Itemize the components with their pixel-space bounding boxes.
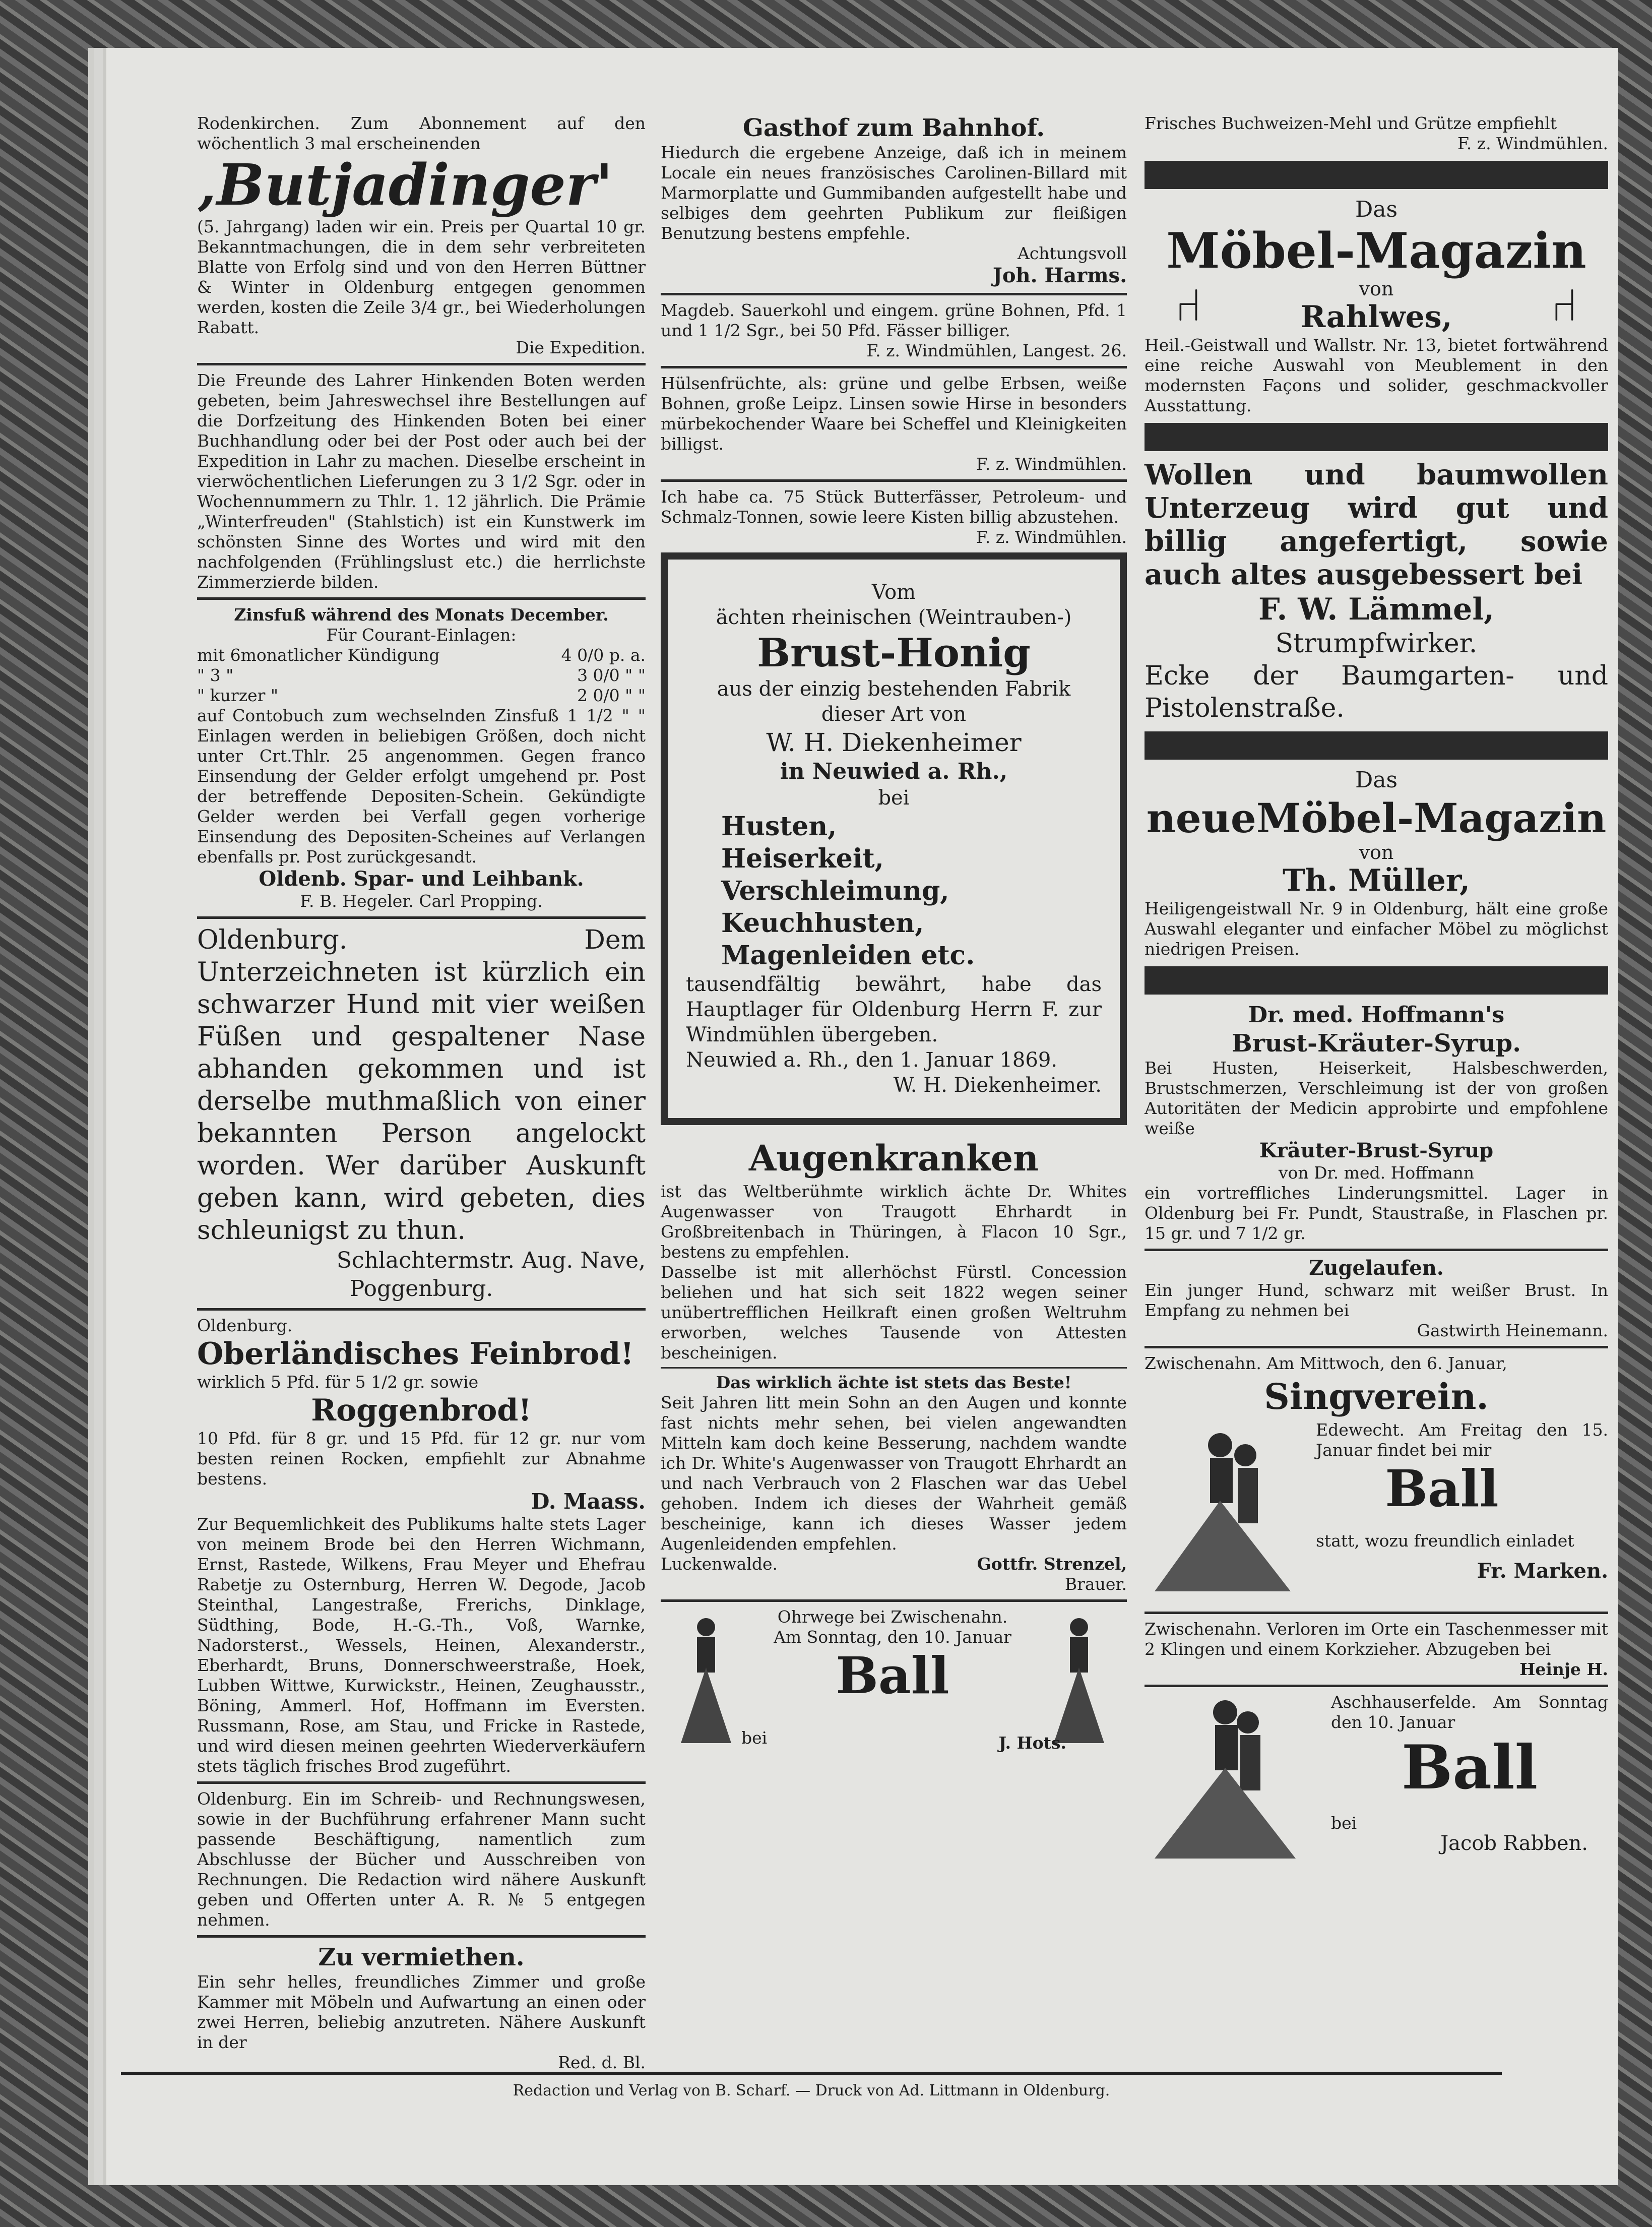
huelsen-text: Hülsenfrüchte, als: grüne und gelbe Erbsen, weiße Bohnen, große Leipz. Linsen sowie Hirse in besonders mürbekochender Waare bei Scheffel und Kleinigkeiten billigst.	[661, 374, 1127, 454]
zug-title: Zugelaufen.	[1309, 1256, 1444, 1280]
imprint-footer	[121, 2072, 1502, 2099]
augen-p3: Seit Jahren litt mein Sohn an den Augen und konnte fast nichts mehr sehen, bei vielen angewandten Mitteln kam doch keine Besserung, nachdem wandte ich Dr. White's Augenwasser von Traugott Ehrhardt an und nach Verbrauch von 2 Flaschen war das Uebel gehoben. Indem ich dieses der Wahrheit gemäß bescheinige, kann ich dieses Wasser jedem Augenleidenden empfehlen.	[661, 1393, 1127, 1554]
divider	[661, 366, 1127, 368]
zins-row: " 3 " 3 0/0 " "	[197, 665, 646, 685]
rent-sign: Red. d. Bl.	[558, 2053, 646, 2072]
box-ill: Husten,	[721, 811, 837, 842]
divider	[1145, 1612, 1608, 1614]
dancing-couple-icon	[1044, 1612, 1114, 1753]
ball-title: Ball	[836, 1646, 949, 1705]
nm-title: neueMöbel-Magazin	[1146, 794, 1607, 842]
divider	[1145, 1249, 1608, 1251]
mm-title: Möbel-Magazin	[1166, 222, 1586, 279]
hinkend-text: Die Freunde des Lahrer Hinkenden Boten werden gebeten, beim Jahreswechsel ihre Bestellungen auf die Dorfzeitung des Hinkenden Boten bei einer Buchhandlung oder bei der Post oder auch bei der Expedition in Lahr zu machen. Dieselbe erscheint in vierwöchentlichen Lieferungen zu 3 1/2 Sgr. oder in Wochennummern zu Thlr. 1. 12 jährlich. Die Prämie „Winterfreuden" (Stahlstich) ist ein Kunstwerk im schönsten Sinne des Wortes und wird mit den nachfolgenden (Frühlingslust etc.) die herrlichste Zimmerzierde bilden.	[197, 370, 646, 592]
box-sign: W. H. Diekenheimer.	[893, 1074, 1102, 1097]
brod-body: Zur Bequemlichkeit des Publikums halte stets Lager von meinem Brode bei den Herren Wichmann, Ernst, Rastede, Wilkens, Frau Meyer und Ehefrau Rabetje zu Osternburg, Herren W. Degode, Jacob Steinthal, Langestraße, Frerichs, Dinklage, Südthing, Bode, H.-G.-Th., Voß, Warnke, Nadorsterst., Wessels, Heinen, Alexanderstr., Eberhardt, Bruns, Donnerschweerstraße, Hoek, Lubben Wittwe, Kurwickstr., Heinen, Zeughausstr., Böning, Ammerl. Hof, Hoffmann im Eversten. Russmann, Rose, am Stau, und Fricke in Rastede, und wird diesen meinen geehrten Wiederverkäufern stets täglich frisches Brod zugeführt.	[197, 1514, 646, 1776]
box-body: tausendfältig bewährt, habe das Hauptlager für Oldenburg Herrn F. zur Windmühlen übergeben.	[686, 973, 1102, 1046]
column-right	[1145, 113, 1608, 1874]
dog-lost-text: Oldenburg. Dem Unterzeichneten ist kürzlich ein schwarzer Hund mit vier weißen Füßen und gespaltener Nase abhanden gekommen und ist derselbe muthmaßlich von einer bekannten Person angelockt worden. Wer darüber Auskunft geben kann, wird gebeten, dies schleunigst zu thun.	[197, 925, 646, 1246]
bank-names: F. B. Hegeler. Carl Propping.	[300, 891, 543, 911]
roggen-sign: D. Maass.	[531, 1489, 646, 1514]
black-bar	[1145, 423, 1608, 451]
nm-name: Th. Müller,	[1283, 863, 1470, 898]
box-ill: Heiserkeit,	[721, 843, 884, 874]
divider	[197, 1781, 646, 1784]
asch-host: Jacob Rabben.	[1440, 1832, 1588, 1855]
ede-after: statt, wozu freundlich einladet	[1316, 1531, 1574, 1551]
bank-name: Oldenb. Spar- und Leihbank.	[259, 867, 584, 891]
divider	[197, 363, 646, 365]
woll-addr: Ecke der Baumgarten- und Pistolenstraße.	[1145, 661, 1608, 723]
chair-icon: ⑁	[1551, 279, 1578, 332]
ball-bei: bei	[741, 1728, 768, 1748]
butjadinger-body: (5. Jahrgang) laden wir ein. Preis per Quartal 10 gr. Bekanntmachungen, die in dem sehr verbreiteten Blatte von Erfolg sind und von den Herren Büttner & Winter in Oldenburg entgegen genommen werden, kosten die Zeile 3/4 gr., bei Wiederholungen Rabatt.	[197, 217, 646, 337]
mm-name: Rahlwes,	[1300, 299, 1452, 335]
zins-title: Zinsfuß während des Monats December.	[234, 605, 609, 625]
black-bar	[1145, 966, 1608, 995]
syrup-von: von Dr. med. Hoffmann	[1278, 1163, 1475, 1183]
column-left	[197, 113, 646, 2073]
divider	[197, 916, 646, 919]
ball-date: Am Sonntag, den 10. Januar	[774, 1627, 1011, 1647]
augen-title: Augenkranken	[748, 1137, 1039, 1179]
brod-line: wirklich 5 Pfd. für 5 1/2 gr. sowie	[197, 1372, 479, 1392]
divider	[197, 1308, 646, 1311]
zins-row: mit 6monatlicher Kündigung 4 0/0 p. a.	[197, 645, 646, 665]
edewecht-ball-ad	[1145, 1420, 1608, 1606]
divider	[1145, 1685, 1608, 1687]
box-bei: bei	[878, 786, 910, 810]
mm-von: von	[1359, 278, 1394, 300]
butjadinger-intro: Rodenkirchen. Zum Abonnement auf den wöchentlich 3 mal erscheinenden	[197, 113, 646, 153]
zug-body: Ein junger Hund, schwarz mit weißer Brust. In Empfang zu nehmen bei	[1145, 1280, 1608, 1320]
augen-sign2: Brauer.	[1064, 1574, 1127, 1594]
ball-ad	[661, 1607, 1127, 1758]
butter-text: Ich habe ca. 75 Stück Butterfässer, Petroleum- und Schmalz-Tonnen, sowie leere Kisten billig abzustehen.	[661, 487, 1127, 527]
bookkeeper-ad: Oldenburg. Ein im Schreib- und Rechnungswesen, sowie in der Buchführung erfahrener Mann sucht passende Beschäftigung, namentlich zum Abschlusse der Bücher und Ausschreiben von Rechnungen. Die Redaction wird nähere Auskunft geben und Offerten unter A. R. № 5 entgegen nehmen.	[197, 1789, 646, 1930]
divider	[661, 1599, 1127, 1602]
zins-sub: Für Courant-Einlagen:	[326, 625, 517, 645]
buchweizen-text: Frisches Buchweizen-Mehl und Grütze empfiehlt	[1145, 113, 1557, 133]
box-title: Brust-Honig	[757, 630, 1031, 676]
dog-lost-place: Poggenburg.	[349, 1276, 493, 1302]
divider	[197, 1935, 646, 1938]
sauerkohl-sign: F. z. Windmühlen, Langest. 26.	[866, 341, 1127, 360]
sing-intro: Zwischenahn. Am Mittwoch, den 6. Januar,	[1145, 1353, 1507, 1373]
column-middle	[661, 113, 1127, 1758]
ede-text: Edewecht. Am Freitag den 15. Januar findet bei mir	[1316, 1420, 1608, 1460]
black-bar	[1145, 161, 1608, 189]
divider	[661, 479, 1127, 482]
box-ill: Verschleimung,	[721, 876, 949, 906]
syrup-title2: Brust-Kräuter-Syrup.	[1232, 1029, 1521, 1058]
roggen-title: Roggenbrod!	[311, 1393, 532, 1428]
sauerkohl-text: Magdeb. Sauerkohl und eingem. grüne Bohnen, Pfd. 1 und 1 1/2 Sgr., bei 50 Pfd. Fässer billiger.	[661, 300, 1127, 340]
box-place: in Neuwied a. Rh.,	[780, 759, 1008, 784]
nm-body: Heiligengeistwall Nr. 9 in Oldenburg, hält eine große Auswahl eleganter und einfacher Möbel zu möglichst niedrigen Preisen.	[1145, 899, 1608, 959]
dancing-couple-icon	[1145, 1692, 1311, 1869]
roggen-text: 10 Pfd. für 8 gr. und 15 Pfd. für 12 gr. nur vom besten reinen Rocken, empfiehlt zur Abnahme bestens.	[197, 1429, 646, 1489]
gasthof-title: Gasthof zum Bahnhof.	[742, 114, 1045, 142]
brust-honig-ad	[661, 552, 1127, 1125]
augen-p2: Dasselbe ist mit allerhöchst Fürstl. Concession beliehen und hat sich seit 1822 wegen seiner unübertrefflichen Heilkraft einen großen Weltruhm erworben, welches Tausende von Attesten bescheinigen.	[661, 1262, 1127, 1363]
divider	[661, 1367, 1127, 1369]
zins-row: " kurzer " 2 0/0 " "	[197, 686, 646, 705]
asch-text: Aschhauserfelde. Am Sonntag den 10. Januar	[1331, 1692, 1608, 1732]
augen-sign-row: Luckenwalde. Gottfr. Strenzel,	[661, 1554, 1127, 1574]
syrup-mid: Kräuter-Brust-Syrup	[1259, 1139, 1494, 1162]
box-date: Neuwied a. Rh., den 1. Januar 1869.	[686, 1048, 1057, 1072]
verloren-sign: Heinje H.	[1519, 1659, 1608, 1679]
woll-name: F. W. Lämmel,	[1258, 592, 1495, 627]
verloren-text: Zwischenahn. Verloren im Orte ein Taschenmesser mit 2 Klingen und einem Korkzieher. Abzugeben bei	[1145, 1619, 1608, 1659]
buchweizen-sign: F. z. Windmühlen.	[1457, 134, 1608, 153]
divider	[661, 293, 1127, 295]
rent-title: Zu vermiethen.	[318, 1943, 525, 1971]
syrup-body2: ein vortreffliches Linderungsmittel. Lager in Oldenburg bei Fr. Pundt, Staustraße, in Flaschen pr. 15 gr. und 7 1/2 gr.	[1145, 1183, 1608, 1243]
box-ill: Magenleiden etc.	[721, 940, 975, 971]
syrup-body: Bei Husten, Heiserkeit, Halsbeschwerden, Brustschmerzen, Verschleimung ist der von großen Autoritäten der Medicin approbirte und empfohlene weiße	[1145, 1058, 1608, 1138]
gasthof-sign1: Achtungsvoll	[1017, 243, 1127, 263]
gasthof-sign2: Joh. Harms.	[992, 264, 1127, 287]
asch-ball-ad	[1145, 1692, 1608, 1874]
syrup-title: Dr. med. Hoffmann's	[1248, 1002, 1505, 1028]
dancing-couple-icon	[1145, 1425, 1311, 1601]
nm-von: von	[1359, 841, 1394, 863]
mm-body: Heil.-Geistwall und Wallstr. Nr. 13, bietet fortwährend eine reiche Auswahl von Meublement in den modernsten Façons und solider, geschmackvoller Ausstattung.	[1145, 335, 1608, 415]
ede-ball: Ball	[1385, 1459, 1499, 1518]
woll-trade: Strumpfwirker.	[1275, 629, 1478, 659]
huelsen-sign: F. z. Windmühlen.	[976, 454, 1127, 474]
zins-body: auf Contobuch zum wechselnden Zinsfuß 1 1/2 " " Einlagen werden in beliebigen Größen, doch nicht unter Crt.Thlr. 25 angenommen. Gegen franco Einsendung der Gelder erfolgt umgehend pr. Post der betreffende Depositen-Schein. Gekündigte Gelder werden bei Verfall gegen vorherige Einsendung des Depositen-Scheines auf Verlangen ebenfalls pr. Post zurückgesandt.	[197, 706, 646, 867]
butter-sign: F. z. Windmühlen.	[976, 527, 1127, 547]
box-from: aus der einzig bestehenden Fabrik dieser Art von	[717, 677, 1071, 726]
augen-heading: Das wirklich ächte ist stets das Beste!	[716, 1373, 1072, 1392]
asch-bei: bei	[1331, 1813, 1357, 1833]
chair-icon: ⑁	[1175, 279, 1202, 332]
box-sub: ächten rheinischen (Weintrauben-)	[716, 606, 1072, 629]
sing-title: Singverein.	[1264, 1376, 1489, 1417]
asch-ball: Ball	[1401, 1732, 1538, 1803]
imprint-text: Redaction und Verlag von B. Scharf. — Druck von Ad. Littmann in Oldenburg.	[513, 2082, 1110, 2099]
black-bar	[1145, 731, 1608, 760]
rent-body: Ein sehr helles, freundliches Zimmer und große Kammer mit Möbeln und Aufwartung an einen oder zwei Herren, beliebig anzutreten. Nähere Auskunft in der	[197, 1972, 646, 2052]
box-name: W. H. Diekenheimer	[766, 728, 1022, 757]
box-vom: Vom	[871, 581, 916, 604]
butjadinger-sign: Die Expedition.	[516, 338, 646, 357]
divider	[197, 597, 646, 600]
augen-p1: ist das Weltberühmte wirklich ächte Dr. Whites Augenwasser von Traugott Ehrhardt in Großbreitenbach in Thüringen, à Flacon 10 Sgr., bestens zu empfehlen.	[661, 1182, 1127, 1262]
ball-host: J. Hots.	[998, 1733, 1066, 1753]
mm-das: Das	[1355, 197, 1398, 222]
dog-lost-sign: Schlachtermstr. Aug. Nave,	[336, 1248, 646, 1273]
butjadinger-title: ‚Butjadinger'	[197, 152, 613, 218]
gasthof-body: Hiedurch die ergebene Anzeige, daß ich in meinem Locale ein neues französisches Carolinen-Billard mit Marmorplatte und Gummibanden aufgestellt habe und selbiges dem geehrten Publikum zur fleißigen Benutzung bestens empfehle.	[661, 143, 1127, 243]
brod-place: Oldenburg.	[197, 1316, 293, 1335]
mm-name-row	[1145, 279, 1608, 335]
brod-title: Oberländisches Feinbrod!	[197, 1336, 634, 1372]
ede-sign: Fr. Marken.	[1477, 1559, 1608, 1583]
nm-das: Das	[1355, 767, 1398, 793]
newspaper-page	[103, 48, 1618, 2185]
woll-text: Wollen und baumwollen Unterzeug wird gut und billig angefertigt, sowie auch altes ausgebessert bei	[1145, 458, 1608, 591]
zug-sign: Gastwirth Heinemann.	[1417, 1321, 1608, 1340]
divider	[1145, 1346, 1608, 1348]
ball-place: Ohrwege bei Zwischenahn.	[777, 1607, 1008, 1627]
box-ill: Keuchhusten,	[721, 908, 924, 939]
dancing-couple-icon	[671, 1612, 741, 1753]
footer-rule	[121, 2072, 1502, 2075]
